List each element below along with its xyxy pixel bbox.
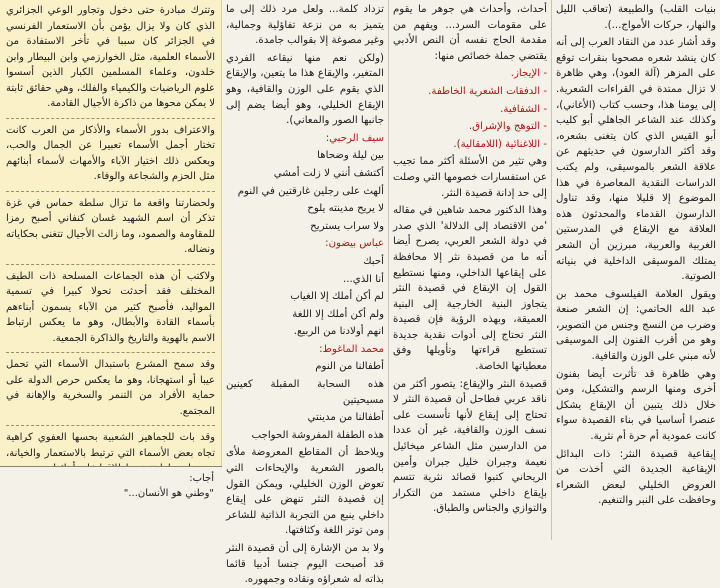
column-1-paragraph: وقد أشار عدد من النقاد العرب إلى أنه كان ينشد شعره مصحوبا بنقرات توقع على المزهر (آلة العود)، وهي ظاهرة لا تزال ممتدة في القراءات الشعرية. إلى يومنا هذا، وحسب كتاب (الأغاني)، وكذلك عند الشاعر الجاهلي أبو كليب أبو القيس الذي كان يتغنى بشعره، وقد أكثر الدارسون في حديثهم عن علاقة الشعر بالموسيقى، ولم يكتب الدراسات النقدية المعاصرة في هذا الموضوع إلا قليلا منها، وقد تناول الدارسون القدماء والمحدثون هذه العلاقة مع الإيقاع في المدرستين الغربية والعربية، مبرزين أن الشعر يمتلك الموسيقى الداخلية في بنياته الصوتية.	[556, 37, 716, 283]
poem-line: أكتشف أنني لا زلت أمشي	[273, 167, 384, 179]
sidebar-paragraph: وتترك مبادرة حتى دخول وتجاور الوعي الجزائري الذي كان ولا يزال يؤمن بأن الاستعمار الفرنسي في الجزائر كان سببا في تأخر الاستفادة من الأسماء العلمية، مثل الخوارزمي وابن البيطار وابن خلدون، وعلماء المسلمين الكبار الذين أسسوا علوم الرياضيات والكيمياء والفلك، وهي حقائق ثابتة لا يمكن محوها من ذاكرة الأجيال القادمة.	[6, 5, 215, 109]
poem-quote: "وطني هو الأنسان..."	[123, 488, 214, 499]
poet-name: محمد الماغوط:	[319, 343, 384, 355]
sidebar-paragraph: ولحضارتنا واقعة ما تزال سلطة حماس في غزة تذكر أن اسم الشهيد غسان كنفاني أصبح رمزا للمقاومة والصمود، وما زالت الأجيال تتغنى بحكاياته ونضاله.	[6, 197, 215, 255]
column-3-paragraph: ويلاحظ أن المقاطع المعروضة ملأى بالصور الشعرية والإيحاءات التي تعوض الوزن الخليلي، ويمكن القول إن قصيدة النثر تنهض على إيقاع داخلي ينبع من التجربة الذاتية للشاعر ومن توتر اللغة وكثافتها.	[226, 447, 384, 537]
poem-line: هذه السحابة المقبلة كعينين مسيحيتين	[226, 379, 384, 406]
sidebar-paragraph: والاعتراف بدور الأسماء والأذكار من العرب كانت تختار أجمل الأسماء تعبيرا عن الجمال والحب، ويعكس ذلك اختيار الآباء والأمهات لأسماء أبنائهم مثل الحزم والشجاعة والوفاء.	[6, 124, 215, 182]
column-2-paragraph: وهذا الدكتور محمد شاهين في مقاله 'من الاقتصاد إلى الدلالة' الذي صدر في دولة الشعر العربي، يصرح أيضا أنه ما من قصيدة نثر إلا محافظة على إيقاعها الداخلي، ومنها نستطيع القول إن الإيقاع في قصيدة النثر يتجاوز البنية الخارجية إلى البنية العميقة، وبهذه الرؤية فإن قصيدة النثر تحتاج إلى أدوات نقدية جديدة تستطيع قراءتها وتأويلها وفق معطياتها الخاصة.	[393, 205, 547, 373]
article-column-3	[222, 0, 388, 586]
column-1-paragraph: ويقول العلامة الفيلسوف محمد بن عبد الله الحاتمي: إن الشعر صنعة وضرب من النسج وجنس من التصوير، وهو من أقرب الفنون إلى الموسيقى لأنه مبني على الوزن والقافية.	[556, 288, 716, 363]
column-3-paragraph: ولا بد من الإشارة إلى أن قصيدة النثر قد أصبحت اليوم جنسا أدبيا قائما بذاته له شعراؤه ونقاده وجمهوره.	[226, 543, 384, 586]
sidebar-paragraph: ولاكتب أن هذه الجماعات المسلحة ذات الطيف المختلف فقد أحدثت تحولا كبيرا في تسمية المواليد، فأصبح كثير من الآباء يسمون أبناءهم بأسماء القادة والأبطال، وهو ما يعكس ارتباط الاسم بالهوية والتاريخ والذاكرة الجمعية.	[6, 270, 215, 344]
poem-line: ولم أكن أملك إلا اللغة	[292, 308, 384, 320]
poem-line: هذه الطفلة المفروشة الحواجب	[251, 429, 384, 441]
poet-name: عباس بيضون:	[325, 238, 384, 250]
column-3-paragraph: تزداد كلمة... ولعل مرد ذلك إلى ما يتميز به من نزعة تفاؤلية وجمالية، وغير مصوغة إلا بقوالب جامدة.	[226, 4, 384, 47]
poem-line: انهم أولادنا من الربيع.	[293, 326, 384, 338]
column-2-paragraph: أحداث، وأحداث هي جوهر ما يقوم على مقومات السرد... ويفهم من مقدمة الحاج نفسه أن النص الأدبي يقتضي جملة خصائص منها:	[393, 4, 547, 62]
article-column-1	[552, 0, 720, 540]
column-3-paragraph: (ولكن نعم منها نيقاعه الفردي المتغير، والإيقاع هذا ما يتعين، والإيقاع الذي يقوم على الوزن والقافية، وهو الإيقاع الخليلي، وهو أيضا يضم إلى جانبها الصور والمعاني).	[226, 52, 384, 127]
poem-line: ولا سراب يستريح	[310, 220, 384, 232]
feature-list-item: - الشفافية.	[500, 103, 547, 115]
sidebar-separator	[6, 425, 215, 426]
poem-line: أطفالنا من النوم	[315, 361, 384, 373]
poet-name: سيف الرحبي:	[325, 132, 384, 144]
feature-list-item: - التوهج والإشراق.	[468, 121, 547, 133]
column-1-paragraph: بنيات القلب) والطبيعة (تعاقب الليل والنهار، حركات الأمواج...).	[556, 4, 716, 31]
sidebar-article	[0, 0, 222, 540]
poem-line: أحبك	[363, 255, 384, 267]
sidebar-separator	[6, 118, 215, 119]
sidebar-paragraph: وقد بات للجماهير الشعبية بحسها العفوي كراهية تجاه بعض الأسماء التي ترتبط بالاستعمار والخيانة،	[6, 432, 215, 459]
column-divider	[551, 0, 552, 540]
poem-intro: أجاب:	[189, 473, 214, 484]
feature-list-item: - الإيجاز.	[510, 68, 547, 80]
poem-box	[0, 466, 222, 540]
column-2-paragraph: قصيدة النثر والإيقاع: يتصور أكثر من ناقد عربي فطاحل أن قصيدة النثر لا تحتاج إلى إيقاع لأنها تأسست على نسف الوزن والقافية، غير أن عددا من الدارسين مثل الشاعر ميخائيل نعيمة وجبران خليل جبران وأمين الريحاني كتبوا قصائد نثرية تتسم بإيقاع داخلي مستمد من التكرار والتوازي والجناس والطباق.	[393, 378, 547, 515]
sidebar-separator	[6, 264, 215, 265]
sidebar-separator	[6, 191, 215, 192]
feature-list-item: - اللاغنائية (اللامقالية).	[453, 138, 547, 150]
sidebar-separator	[6, 352, 215, 353]
sidebar-paragraph: وقد سمح المشرع باستبدال الأسماء التي تحمل عيبا أو استهجانا، وهو ما يعكس حرص الدولة على حماية الأفراد من التنمر والسخرية والإهانة في المجتمع.	[6, 359, 215, 417]
poem-line: لا يريح مدينته يلوح	[307, 203, 384, 215]
column-2-paragraph: وهي تثير من الأسئلة أكثر مما تجيب عن استفسارات خصومها التي وصلت إلى حد إدانة قصيدة النثر.	[392, 156, 547, 199]
article-column-2	[389, 0, 551, 540]
column-1-paragraph: وهي ظاهرة قد تأثرت أيضا بفنون أخرى ومنها الرسم والتشكيل، ومن خلال ذلك يتبين أن الإيقاع يشكل عنصرا أساسيا في بناء القصيدة سواء كانت عمودية أم حرة أم نثرية.	[556, 368, 716, 443]
poem-line: أطفالنا من مدينتي	[307, 412, 384, 424]
poem-line: بين ليلة وضحاها	[317, 150, 384, 162]
poem-line: ألهث على رجلين غارقتين في النوم	[237, 185, 384, 197]
poem-line: أنا الذي...	[343, 273, 384, 285]
column-divider	[388, 0, 389, 540]
poem-line: لم أكن أملك إلا الغياب	[290, 291, 384, 303]
feature-list-item: - الدفقات الشعرية الخاطفة.	[428, 85, 547, 97]
column-1-paragraph: إيقاعية قصيدة النثر: ذات البدائل الإيقاعية الجديدة التي أخذت من العروض الخليلي لبعض الشعراء وحافظت على النبر والتنغيم.	[556, 448, 716, 507]
